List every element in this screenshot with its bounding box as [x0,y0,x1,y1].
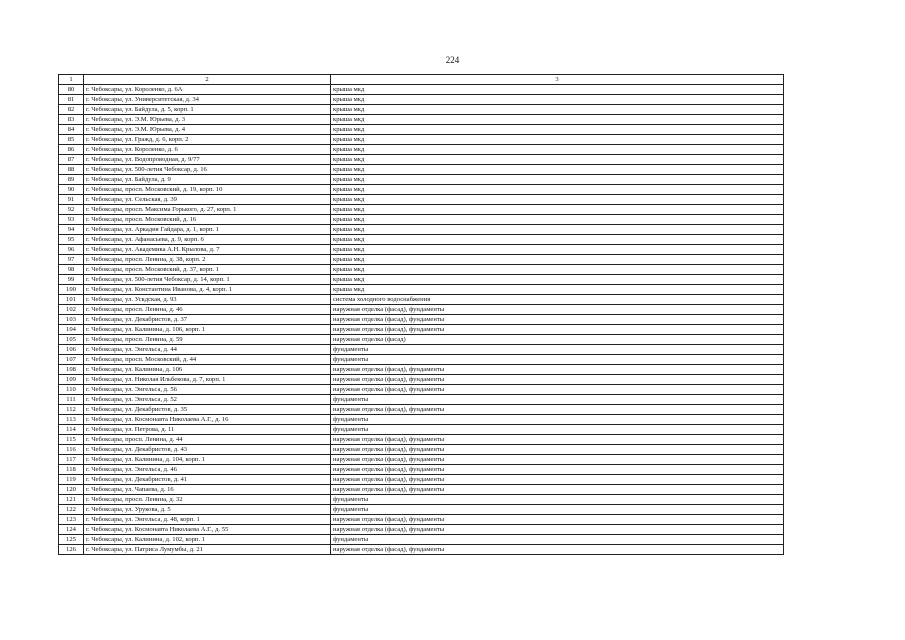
address-cell: г. Чебоксары, ул. Энгельса, д. 46 [84,465,331,475]
address-cell: г. Чебоксары, просп. Ленина, д. 44 [84,435,331,445]
work-type-cell: крыша мкд [331,265,784,275]
work-type-cell: фундаменты [331,425,784,435]
work-type-cell: система холодного водоснабжения [331,295,784,305]
table-row [59,145,784,155]
row-number-cell: 93 [59,215,84,225]
address-cell: г. Чебоксары, ул. Космонавта Николаева А.Г., д. 16 [84,415,331,425]
work-type-cell: фундаменты [331,345,784,355]
work-type-cell: наружная отделка (фасад), фундаменты [331,465,784,475]
address-cell: г. Чебоксары, ул. Ускдская, д. 93 [84,295,331,305]
work-type-cell: наружная отделка (фасад), фундаменты [331,545,784,555]
table-row [59,215,784,225]
row-number-cell: 113 [59,415,84,425]
work-type-cell: крыша мкд [331,95,784,105]
address-cell: г. Чебоксары, ул. Аркадия Гайдара, д. 1, корп. 1 [84,225,331,235]
table-row [59,175,784,185]
work-type-cell: наружная отделка (фасад), фундаменты [331,365,784,375]
address-cell: г. Чебоксары, ул. Петрова, д. 11 [84,425,331,435]
table-row [59,495,784,505]
address-cell: г. Чебоксары, ул. Афанасьева, д. 9, корп. 6 [84,235,331,245]
table-row [59,435,784,445]
address-cell: г. Чебоксары, ул. Энгельса, д. 48, корп. 1 [84,515,331,525]
table-row [59,125,784,135]
work-type-cell: наружная отделка (фасад), фундаменты [331,405,784,415]
row-number-cell: 83 [59,115,84,125]
address-cell: г. Чебоксары, ул. Декабристов, д. 43 [84,445,331,455]
row-number-cell: 107 [59,355,84,365]
row-number-cell: 96 [59,245,84,255]
work-type-cell: фундаменты [331,495,784,505]
row-number-cell: 112 [59,405,84,415]
address-cell: г. Чебоксары, ул. Энгельса, д. 52 [84,395,331,405]
work-type-cell: крыша мкд [331,255,784,265]
address-cell: г. Чебоксары, ул. Константина Иванова, д. 4, корп. 1 [84,285,331,295]
address-cell: г. Чебоксары, просп. Максима Горького, д. 27, корп. 1 [84,205,331,215]
row-number-cell: 120 [59,485,84,495]
row-number-cell: 91 [59,195,84,205]
work-type-cell: крыша мкд [331,155,784,165]
row-number-cell: 89 [59,175,84,185]
row-number-cell: 98 [59,265,84,275]
work-type-cell: крыша мкд [331,175,784,185]
work-type-cell: фундаменты [331,355,784,365]
table-row [59,335,784,345]
work-type-cell: наружная отделка (фасад), фундаменты [331,475,784,485]
address-cell: г. Чебоксары, просп. Ленина, д. 46 [84,305,331,315]
work-type-cell: наружная отделка (фасад), фундаменты [331,445,784,455]
address-cell: г. Чебоксары, просп. Московский, д. 16 [84,215,331,225]
table-row [59,185,784,195]
row-number-cell: 115 [59,435,84,445]
table-row [59,95,784,105]
address-cell: г. Чебоксары, просп. Московский, д. 44 [84,355,331,365]
work-type-cell: крыша мкд [331,105,784,115]
address-cell: г. Чебоксары, ул. Декабристов, д. 37 [84,315,331,325]
table-row [59,135,784,145]
table-row [59,425,784,435]
work-type-cell: крыша мкд [331,145,784,155]
work-type-cell: наружная отделка (фасад), фундаменты [331,325,784,335]
address-cell: г. Чебоксары, ул. 500-летия Чебоксар, д. 16 [84,165,331,175]
row-number-cell: 104 [59,325,84,335]
row-number-cell: 99 [59,275,84,285]
address-cell: г. Чебоксары, ул. Короленко, д. 6 [84,145,331,155]
column-header-2: 2 [84,75,331,85]
address-cell: г. Чебоксары, ул. Декабристов, д. 41 [84,475,331,485]
table-row [59,275,784,285]
table-row [59,355,784,365]
row-number-cell: 109 [59,375,84,385]
row-number-cell: 100 [59,285,84,295]
registry-table [58,74,784,555]
work-type-cell: крыша мкд [331,235,784,245]
address-cell: г. Чебоксары, ул. Сельская, д. 39 [84,195,331,205]
row-number-cell: 87 [59,155,84,165]
work-type-cell: крыша мкд [331,125,784,135]
work-type-cell: наружная отделка (фасад), фундаменты [331,485,784,495]
work-type-cell: наружная отделка (фасад), фундаменты [331,525,784,535]
table-row [59,525,784,535]
work-type-cell: наружная отделка (фасад), фундаменты [331,375,784,385]
table-row [59,195,784,205]
table-row [59,305,784,315]
table-row [59,515,784,525]
row-number-cell: 117 [59,455,84,465]
row-number-cell: 126 [59,545,84,555]
address-cell: г. Чебоксары, ул. Калинина, д. 102, корп. 1 [84,535,331,545]
table-row [59,235,784,245]
work-type-cell: крыша мкд [331,115,784,125]
table-row [59,445,784,455]
row-number-cell: 90 [59,185,84,195]
row-number-cell: 103 [59,315,84,325]
table-row [59,485,784,495]
work-type-cell: наружная отделка (фасад), фундаменты [331,455,784,465]
address-cell: г. Чебоксары, ул. Чапаева, д. 16 [84,485,331,495]
row-number-cell: 110 [59,385,84,395]
work-type-cell: крыша мкд [331,185,784,195]
table-row [59,455,784,465]
table-row [59,535,784,545]
address-cell: г. Чебоксары, ул. Байдула, д. 9 [84,175,331,185]
address-cell: г. Чебоксары, ул. Водопроводная, д. 9/77 [84,155,331,165]
table-header-row [59,75,784,85]
table-row [59,465,784,475]
row-number-cell: 121 [59,495,84,505]
address-cell: г. Чебоксары, ул. Энгельса, д. 44 [84,345,331,355]
table-row [59,115,784,125]
table-row [59,245,784,255]
work-type-cell: фундаменты [331,395,784,405]
work-type-cell: фундаменты [331,535,784,545]
work-type-cell: наружная отделка (фасад), фундаменты [331,385,784,395]
work-type-cell: наружная отделка (фасад), фундаменты [331,435,784,445]
work-type-cell: крыша мкд [331,285,784,295]
row-number-cell: 119 [59,475,84,485]
table-row [59,505,784,515]
row-number-cell: 116 [59,445,84,455]
work-type-cell: крыша мкд [331,245,784,255]
table-row [59,295,784,305]
page-number: 224 [445,55,460,65]
row-number-cell: 118 [59,465,84,475]
address-cell: г. Чебоксары, ул. Байдула, д. 5, корп. 1 [84,105,331,115]
work-type-cell: наружная отделка (фасад), фундаменты [331,305,784,315]
table-row [59,285,784,295]
address-cell: г. Чебоксары, ул. Э.М. Юрьева, д. 3 [84,115,331,125]
address-cell: г. Чебоксары, просп. Ленина, д. 38, корп. 2 [84,255,331,265]
table-row [59,255,784,265]
address-cell: г. Чебоксары, ул. Калинина, д. 106 [84,365,331,375]
address-cell: г. Чебоксары, ул. Урукова, д. 5 [84,505,331,515]
address-cell: г. Чебоксары, просп. Ленина, д. 32 [84,495,331,505]
table-row [59,365,784,375]
work-type-cell: крыша мкд [331,165,784,175]
column-header-1: 1 [59,75,84,85]
table-row [59,375,784,385]
row-number-cell: 88 [59,165,84,175]
address-cell: г. Чебоксары, ул. Э.М. Юрьева, д. 4 [84,125,331,135]
row-number-cell: 84 [59,125,84,135]
table-row [59,395,784,405]
row-number-cell: 106 [59,345,84,355]
work-type-cell: наружная отделка (фасад), фундаменты [331,515,784,525]
work-type-cell: крыша мкд [331,275,784,285]
row-number-cell: 108 [59,365,84,375]
work-type-cell: наружная отделка (фасад) [331,335,784,345]
row-number-cell: 102 [59,305,84,315]
row-number-cell: 94 [59,225,84,235]
work-type-cell: фундаменты [331,415,784,425]
address-cell: г. Чебоксары, ул. Калинина, д. 106, корп. 1 [84,325,331,335]
address-cell: г. Чебоксары, ул. Патриса Лумумбы, д. 21 [84,545,331,555]
row-number-cell: 101 [59,295,84,305]
table-row [59,85,784,95]
work-type-cell: крыша мкд [331,85,784,95]
address-cell: г. Чебоксары, ул. Энгельса, д. 56 [84,385,331,395]
address-cell: г. Чебоксары, просп. Московский, д. 19, корп. 10 [84,185,331,195]
row-number-cell: 111 [59,395,84,405]
table-row [59,345,784,355]
table-row [59,165,784,175]
row-number-cell: 80 [59,85,84,95]
address-cell: г. Чебоксары, ул. Гражд, д. 6, корп. 2 [84,135,331,145]
address-cell: г. Чебоксары, ул. Калинина, д. 104, корп. 1 [84,455,331,465]
work-type-cell: наружная отделка (фасад), фундаменты [331,315,784,325]
table-row [59,325,784,335]
work-type-cell: крыша мкд [331,195,784,205]
address-cell: г. Чебоксары, ул. Николая Ильбекова, д. 7, корп. 1 [84,375,331,385]
row-number-cell: 81 [59,95,84,105]
registry-table-body [59,75,784,555]
work-type-cell: фундаменты [331,505,784,515]
row-number-cell: 85 [59,135,84,145]
table-row [59,205,784,215]
table-row [59,105,784,115]
row-number-cell: 82 [59,105,84,115]
address-cell: г. Чебоксары, просп. Ленина, д. 59 [84,335,331,345]
table-row [59,385,784,395]
table-row [59,225,784,235]
work-type-cell: крыша мкд [331,205,784,215]
address-cell: г. Чебоксары, ул. Декабристов, д. 35 [84,405,331,415]
work-type-cell: крыша мкд [331,215,784,225]
work-type-cell: крыша мкд [331,225,784,235]
work-type-cell: крыша мкд [331,135,784,145]
row-number-cell: 105 [59,335,84,345]
table-row [59,315,784,325]
table-row [59,405,784,415]
table-row [59,155,784,165]
table-row [59,415,784,425]
row-number-cell: 125 [59,535,84,545]
address-cell: г. Чебоксары, ул. Университетская, д. 34 [84,95,331,105]
column-header-3: 3 [331,75,784,85]
row-number-cell: 86 [59,145,84,155]
address-cell: г. Чебоксары, ул. Академика А.Н. Крылова, д. 7 [84,245,331,255]
row-number-cell: 124 [59,525,84,535]
row-number-cell: 95 [59,235,84,245]
row-number-cell: 97 [59,255,84,265]
row-number-cell: 123 [59,515,84,525]
row-number-cell: 92 [59,205,84,215]
row-number-cell: 122 [59,505,84,515]
table-row [59,265,784,275]
address-cell: г. Чебоксары, просп. Московский, д. 37, корп. 1 [84,265,331,275]
table-row [59,545,784,555]
row-number-cell: 114 [59,425,84,435]
address-cell: г. Чебоксары, ул. Короленко, д. 6А [84,85,331,95]
table-row [59,475,784,485]
address-cell: г. Чебоксары, ул. Космонавта Николаева А.Г., д. 55 [84,525,331,535]
address-cell: г. Чебоксары, ул. 500-летия Чебоксар, д. 14, корп. 1 [84,275,331,285]
